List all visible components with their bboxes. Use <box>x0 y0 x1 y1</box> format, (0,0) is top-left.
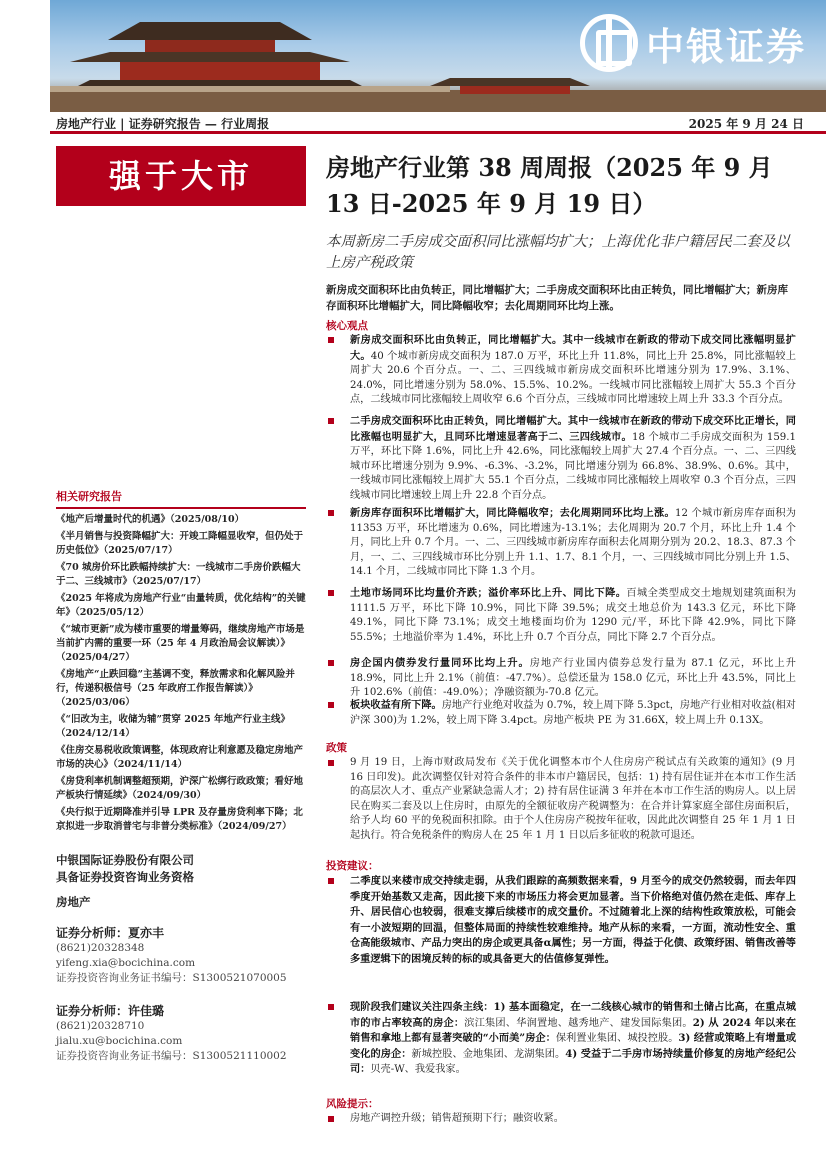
bullet-square-icon <box>328 660 334 666</box>
core-point-body: 房地产行业绝对收益为 0.7%，较上周下降 5.3pct，房地产行业相对收益(相对沪深 300)为 1.2%，较上周下降 3.4pct。房地产板块 PE 为 31.66X，较上周上升 0.13X。 <box>350 700 796 726</box>
related-report-item[interactable]: 《房地产“止跌回稳”主基调不变，释放需求和化解风险并行，传递积极信号（25 年政府工作报告解读）》（2025/03/06） <box>56 669 295 708</box>
core-point <box>326 586 796 645</box>
section-core-heading: 核心观点 <box>326 320 368 332</box>
core-point <box>326 656 796 701</box>
core-point-body: 18 个城市二手房成交面积为 159.1 万平，环比下降 1.6%，同比上升 42.6%，同比涨幅较上周扩大 27.4 个百分点。一、二、三四线城市环比增速分别为 9.9%、-6.3%、-3.2%，同比增速分别为 66.8%、38.9%、0.6%。其中，一线城市同比涨幅较上周扩大 55.1 个百分点，二线城市同比涨幅较上周收窄 0.3 个百分点，三四线城市同比增速较上周上升 22.8 个百分点。 <box>350 431 797 501</box>
related-report-item[interactable]: 《半月销售与投资降幅扩大：开竣工降幅显收窄，但仍处于历史低位》（2025/07/17） <box>56 531 304 556</box>
advice-line3-body: 新城控股、金地集团、龙湖集团。 <box>411 1048 566 1060</box>
advice-line1-lead: 现阶段我们建议关注四条主线：1) 基本面稳定，在一二线核心城市的销售和土储占比高，在重点城市的市占率较高的房企： <box>350 1001 796 1029</box>
related-report-list <box>56 513 306 834</box>
advice-point <box>326 874 796 968</box>
rating-badge: 强于大市 <box>56 146 306 206</box>
bullet-square-icon <box>328 590 334 596</box>
analyst-title: 证券分析师：许佳璐 <box>56 1004 165 1018</box>
sector-label: 房地产 <box>56 895 91 909</box>
core-point <box>326 698 796 728</box>
bullet-square-icon <box>328 418 334 424</box>
company-name: 中银国际证券股份有限公司 <box>56 853 194 867</box>
related-reports-title: 相关研究报告 <box>56 488 306 509</box>
analyst-card <box>56 924 306 986</box>
company-qualification: 具备证券投资咨询业务资格 <box>56 870 194 884</box>
risk-body: 房地产调控升级；销售超预期下行；融资收紧。 <box>350 1113 564 1124</box>
analyst-phone: (8621)20328348 <box>56 942 145 954</box>
related-report-item[interactable]: 《住房交易税收政策调整，体现政府让利意愿及稳定房地产市场的决心》（2024/11/14） <box>56 745 304 770</box>
related-report-item[interactable]: 《地产后增量时代的机遇》（2025/08/10） <box>56 514 245 525</box>
related-report-item[interactable]: 《房贷利率机制调整超预期，沪深广松绑行政政策；看好地产板块行情延续》（2024/09/30） <box>56 776 304 801</box>
core-point-lead: 土地市场同环比均量价齐跌；溢价率环比上升、同比下降。 <box>350 587 627 599</box>
report-header-strip <box>50 112 826 134</box>
core-point-body: 百城全类型成交土地规划建筑面积为 1111.5 万平，环比下降 10.9%，同比下降 39.5%；成交土地总价为 143.3 亿元，环比下降 49.1%，同比下降 73.1%；成交土地楼面均价为 1290 元/平，环比下降 42.9%，同比下降 55.5%；土地溢价率为 1.4%，环比上升 0.7 个百分点，同比下降 2.7 个百分点。 <box>350 588 797 643</box>
related-report-item[interactable]: 《“旧改为主，收储为辅”贯穿 2025 年地产行业主线》（2024/12/14） <box>56 714 290 739</box>
advice-line1-body: 滨江集团、华润置地、越秀地产、建发国际集团。 <box>464 1017 693 1029</box>
advice-line4-lead: 4) 受益于二手房市场持续量价修复的房地产经纪公司： <box>350 1047 797 1076</box>
analyst-cert: 证券投资咨询业务证书编号：S1300521070005 <box>56 972 287 984</box>
section-risk-heading: 风险提示： <box>326 1098 379 1110</box>
analyst-title: 证券分析师：夏亦丰 <box>56 926 165 940</box>
summary-paragraph: 新房成交面积环比由负转正，同比增幅扩大；二手房成交面积环比由正转负，同比增幅扩大；新房库存面积环比增幅扩大，同比降幅收窄；去化周期同环比均上涨。 <box>326 284 788 312</box>
related-report-item[interactable]: 《央行拟于近期降准并引导 LPR 及存量房贷利率下降；北京拟进一步取消普宅与非普分类标准》（2024/09/27） <box>56 807 303 832</box>
core-point-lead: 新房库存面积环比增幅扩大，同比降幅收窄；去化周期同环比均上涨。 <box>350 507 675 519</box>
advice-point <box>326 1000 796 1078</box>
brand-logo <box>580 14 806 72</box>
policy-body: 9 月 19 日，上海市财政局发布《关于优化调整本市个人住房房产税试点有关政策的通知》(9 月 16 日印发)。此次调整仅针对符合条件的非本市户籍居民，包括：1) 持有居住证并在本市工作生活的高层次人才、重点产业紧缺急需人才；2) 持有居住证满 3 年并在本市工作生活的购房人。以上居民在购买二套及以上住房时，由原先的全额征收房产税调整为：在合并计算家庭全部住房面积后，给予人均 60 平的免税面积扣除。由于个人住房房产税按年征收，因此此次调整自 25 年 1 月 1 日起执行。符合免税条件的购房人在 25 年 1 月 1 日以后多征收的税款可退还。 <box>350 757 796 841</box>
core-point <box>326 506 796 580</box>
section-policy-heading: 政策 <box>326 742 347 754</box>
core-point-body: 12 个城市新房库存面积为 11353 万平，环比增速为 0.6%，同比增速为-13.1%；去化周期为 20.7 个月，环比上升 1.4 个月，同比上升 0.7 个月。一、二、三四线城市新房库存面积去化周期分别为 20.2、18.3、87.3 个月，一、二、三四线城市环比分别上升 1.1、1.7、8.1 个月，一、三四线城市同比分别上升 1.5、14.1 个月，二线城市同比下降 1.3 个月。 <box>350 508 796 578</box>
core-point-lead: 新房成交面积环比由负转正，同比增幅扩大。其中一线城市在新政的带动下成交同比涨幅明显扩大。 <box>350 334 796 362</box>
related-report-item[interactable]: 《“城市更新”成为楼市重要的增量筹码，继续房地产市场是当前扩内需的重要一环（25 年 4 月政治局会议解读）》（2025/04/27） <box>56 624 305 663</box>
bullet-square-icon <box>328 878 334 884</box>
analyst-cert: 证券投资咨询业务证书编号：S1300521110002 <box>56 1050 287 1062</box>
boc-logo-icon <box>580 14 638 72</box>
advice-line2-lead: 2) 从 2024 年以来在销售和拿地上都有显著突破的“小而美”房企： <box>350 1016 797 1045</box>
analyst-email[interactable]: jialu.xu@bocichina.com <box>56 1035 183 1047</box>
risk-point <box>326 1112 796 1127</box>
core-point-lead: 板块收益有所下降。 <box>350 699 442 711</box>
bullet-square-icon <box>328 337 334 343</box>
related-report-item[interactable]: 《70 城房价环比跌幅持续扩大：一线城市二手房价跌幅大于二、三线城市》（2025/07/17） <box>56 562 301 587</box>
advice-lead: 二季度以来楼市成交持续走弱，从我们跟踪的高频数据来看，9 月至今的成交仍然较弱，而去年四季度开始基数又走高，因此接下来的市场压力将会更加显著。当下价格绝对值仍然在走低、库存上升、居民信心也较弱，很难支撑后续楼市的成交量价。不过随着北上深的结构性政策放松，可能会有一小波短期的回温，但整体局面的持续性较难维持。地产从标的来看，一方面，流动性安全、重仓高能级城市、产品力突出的房企或更具备α属性；另一方面，得益于化债、政策纾困、销售改善等多重逻辑下的困境反转的标的或具备更大的估值修复弹性。 <box>350 875 796 965</box>
company-info <box>56 852 306 1064</box>
advice-line3-lead: 3) 经营或策略上有增量或变化的房企： <box>350 1032 797 1060</box>
advice-line2-body: 保利置业集团、城投控股。 <box>555 1033 679 1045</box>
bullet-square-icon <box>328 702 334 708</box>
core-point-lead: 房企国内债券发行量同环比均上升。 <box>350 657 530 669</box>
analyst-card <box>56 1002 306 1064</box>
header-banner <box>50 0 826 112</box>
report-date: 2025 年 9 月 24 日 <box>688 117 804 131</box>
core-point-body: 40 个城市新房成交面积为 187.0 万平，环比上升 11.8%，同比上升 25.8%，同比涨幅较上周扩大 20.6 个百分点。一、二、三四线城市新房成交面积环比增速分别为 17.9%、3.1%、24.0%，同比增速分别为 58.0%、15.5%、10.2%。一线城市同比涨幅较上周扩大 55.3 个百分点，二线城市同比涨幅较上周收窄 6.6 个百分点，三线城市同比增速较上周上升 33.3 个百分点。 <box>350 350 797 406</box>
bullet-square-icon <box>328 760 334 766</box>
related-report-item[interactable]: 《2025 年将成为房地产行业“由量转质，优化结构”的关键年》（2025/05/12） <box>56 593 306 618</box>
brand-name: 中银证券 <box>645 24 806 69</box>
advice-line4-body: 贝壳-W、我爱我家。 <box>370 1064 466 1076</box>
report-category: 房地产行业 | 证券研究报告 — 行业周报 <box>56 117 270 131</box>
core-point <box>326 333 796 408</box>
bullet-square-icon <box>328 1116 334 1122</box>
analyst-phone: (8621)20328710 <box>56 1020 145 1032</box>
bullet-square-icon <box>328 510 334 516</box>
policy-point <box>326 756 796 844</box>
related-reports <box>56 488 306 837</box>
core-point-lead: 二手房成交面积环比由正转负，同比增幅扩大。其中一线城市在新政的带动下成交环比正增长，同比涨幅也明显扩大，且同环比增速显著高于二、三四线城市。 <box>350 415 796 443</box>
report-title: 房地产行业第 38 周周报（2025 年 9 月 13 日-2025 年 9 月 19 日） <box>326 153 773 218</box>
analyst-email[interactable]: yifeng.xia@bocichina.com <box>56 957 196 969</box>
report-subtitle: 本周新房二手房成交面积同比涨幅均扩大；上海优化非户籍居民二套及以上房产税政策 <box>326 234 790 271</box>
bullet-square-icon <box>328 1004 334 1010</box>
core-point <box>326 414 796 504</box>
core-point-body: 房地产行业国内债券总发行量为 87.1 亿元，环比上升 18.9%，同比上升 2.1%（前值：-47.7%）。总偿还量为 158.0 亿元，环比上升 43.5%，同比上升 102.6%（前值：-49.0%）；净融资额为-70.8 亿元。 <box>350 658 796 699</box>
section-advice-heading: 投资建议： <box>326 860 379 872</box>
